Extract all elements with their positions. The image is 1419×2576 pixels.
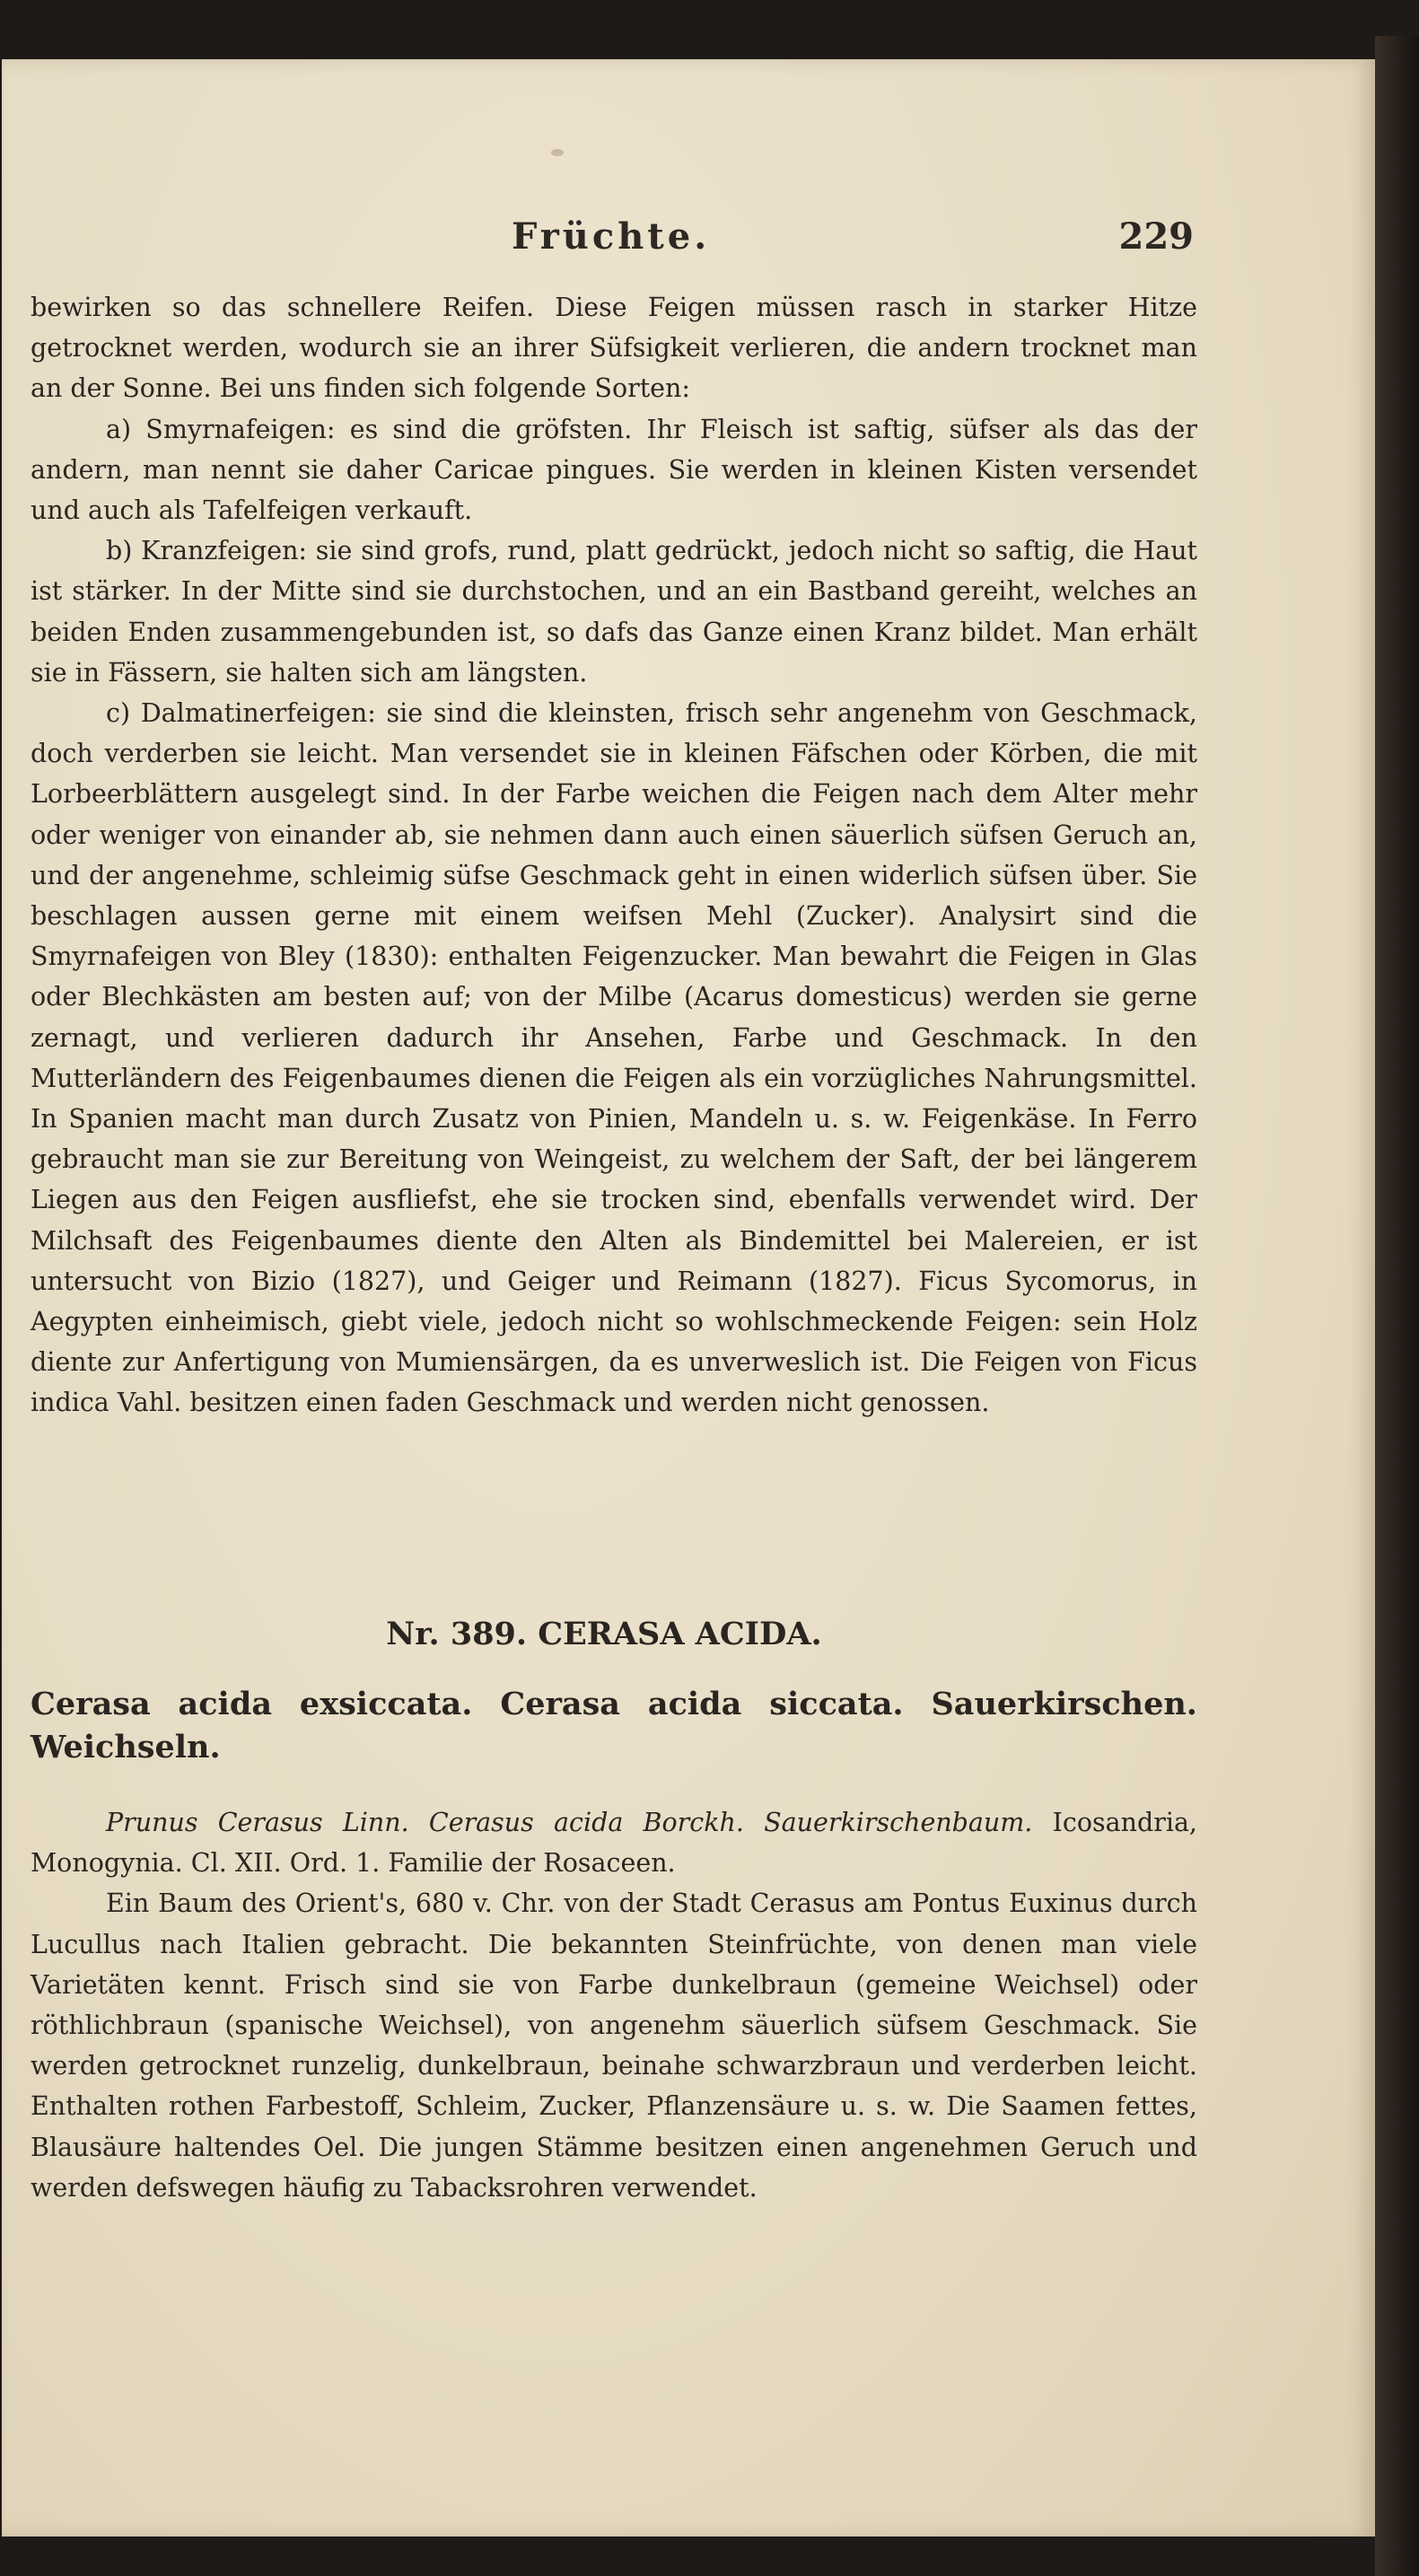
botany-italic: Prunus Cerasus Linn. Cerasus acida Borckh. Sauerkirschenbaum.: [106, 1808, 1033, 1837]
paper-fleck: [551, 149, 564, 156]
entry-heading: Nr. 389. CERASA ACIDA.: [386, 1616, 822, 1652]
running-head: [512, 215, 1194, 260]
entry-body: [31, 1802, 1197, 2208]
paragraph-intro: bewirken so das schnellere Reifen. Diese Feigen müssen rasch in starker Hitze getrocknet werden, wodurch sie an ihrer Süfsigkeit verlieren, die andern trocknet man an der Sonne. Bei uns finden sich folgende Sorten:: [31, 293, 1197, 404]
botany-plain: Icosandria, Monogynia. Cl. XII. Ord. 1. Familie der Rosaceen.: [31, 1808, 1197, 1879]
paragraph-smyrnafeigen: a) Smyrnafeigen: es sind die gröfsten. Ihr Fleisch ist saftig, süfser als das der andern, man nennt sie daher Caricae pingues. Sie werden in kleinen Kisten versendet und auch als Tafelfeigen verkauft.: [31, 414, 1197, 526]
fig-section-text: [31, 287, 1197, 1424]
description-paragraph: Ein Baum des Orient's, 680 v. Chr. von der Stadt Cerasus am Pontus Euxinus durch Lucullus nach Italien gebracht. Die bekannten Steinfrüchte, von denen man viele Varietäten kennt. Frisch sind sie von Farbe dunkelbraun (gemeine Weichsel) oder röthlichbraun (spanische Weichsel), von angenehm säuerlich süfsem Geschmack. Sie werden getrocknet runzelig, dunkelbraun, beinahe schwarzbraun und verderben leicht. Enthalten rothen Farbestoff, Schleim, Zucker, Pflanzensäure u. s. w. Die Saamen fettes, Blausäure haltendes Oel. Die jungen Stämme besitzen einen angenehmen Geruch und werden defswegen häufig zu Tabacksrohren verwendet.: [31, 1888, 1197, 2203]
entry-synonyms: [31, 1683, 1197, 1769]
book-spine-edge: [1375, 36, 1419, 2576]
paragraph-kranzfeigen: b) Kranzfeigen: sie sind grofs, rund, platt gedrückt, jedoch nicht so saftig, die Haut ist stärker. In der Mitte sind sie durchstochen, und an ein Bastband gereiht, welches an beiden Enden zusammengebunden ist, so dafs das Ganze einen Kranz bildet. Man erhält sie in Fässern, sie halten sich am längsten.: [31, 536, 1197, 688]
botany-line: [31, 1802, 1197, 1883]
synonyms-text: Cerasa acida exsiccata. Cerasa acida siccata. Sauerkirschen. Weichseln.: [31, 1686, 1197, 1766]
page-number: 229: [1118, 215, 1194, 258]
page-title: Früchte.: [512, 215, 711, 258]
paragraph-dalmatinerfeigen: c) Dalmatinerfeigen: sie sind die kleinsten, frisch sehr angenehm von Geschmack, doch verderben sie leicht. Man versendet sie in kleinen Fäfschen oder Körben, die mit Lorbeerblättern ausgelegt sind. In der Farbe weichen die Feigen nach dem Alter mehr oder weniger von einander ab, sie nehmen dann auch einen säuerlich süfsen Geruch an, und der angenehme, schleimig süfse Geschmack geht in einen widerlich süfsen über. Sie beschlagen aussen gerne mit einem weifsen Mehl (Zucker). Analysirt sind die Smyrnafeigen von Bley (1830): enthalten Feigenzucker. Man bewahrt die Feigen in Glas oder Blechkästen am besten auf; von der Milbe (Acarus domesticus) werden sie gerne zernagt, und verlieren dadurch ihr Ansehen, Farbe und Geschmack. In den Mutterländern des Feigenbaumes dienen die Feigen als ein vorzügliches Nahrungsmittel. In Spanien macht man durch Zusatz von Pinien, Mandeln u. s. w. Feigenkäse. In Ferro gebraucht man sie zur Bereitung von Weingeist, zu welchem der Saft, der bei längerem Liegen aus den Feigen ausfliefst, ehe sie trocken sind, ebenfalls verwendet wird. Der Milchsaft des Feigenbaumes diente den Alten als Bindemittel bei Malereien, er ist untersucht von Bizio (1827), und Geiger und Reimann (1827). Ficus Sycomorus, in Aegypten einheimisch, giebt viele, jedoch nicht so wohlschmeckende Feigen: sein Holz diente zur Anfertigung von Mumiensärgen, da es unverweslich ist. Die Feigen von Ficus indica Vahl. besitzen einen faden Geschmack und werden nicht genossen.: [31, 698, 1197, 1418]
